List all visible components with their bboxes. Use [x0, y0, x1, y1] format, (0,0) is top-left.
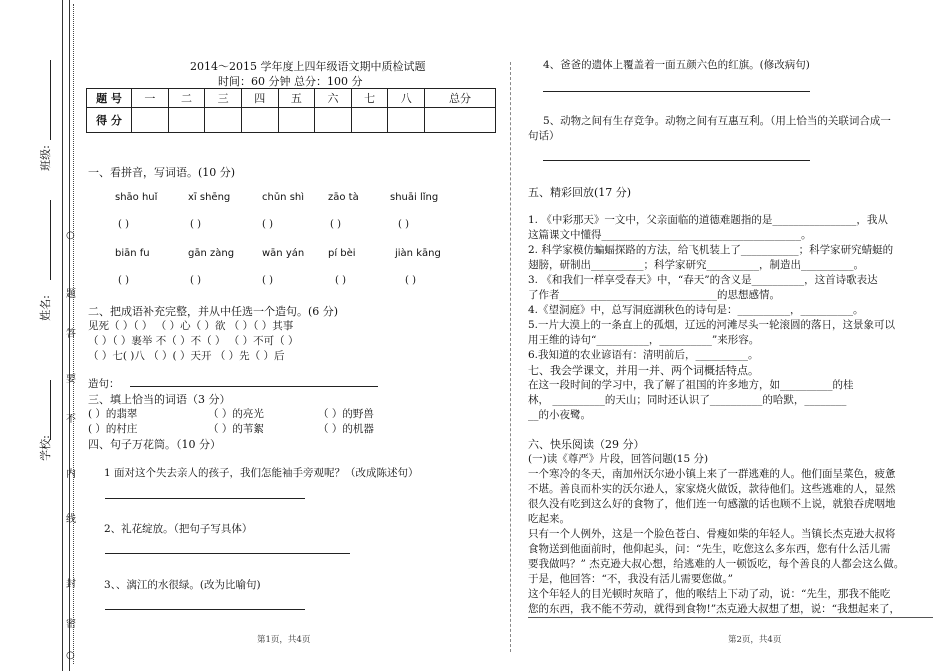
question-item: 4、爸爸的遗体上覆盖着一面五颜六色的红旗。(修改病句) — [543, 59, 810, 71]
page-divider — [510, 62, 511, 652]
score-cell[interactable] — [278, 108, 315, 133]
seal-char: ○ — [66, 650, 75, 661]
score-cell[interactable] — [241, 108, 278, 133]
class-blank — [50, 60, 51, 140]
answer-blank[interactable]: ( ) — [405, 275, 416, 286]
pinyin: pí bèi — [328, 248, 356, 259]
exam-title: 2014～2015 学年度上四年级语文期中质检试题 — [190, 60, 426, 73]
score-header-cell: 四 — [241, 89, 278, 108]
answer-blank[interactable]: ( ) — [190, 219, 201, 230]
section4-title: 四、句子万花筒。（10 分） — [88, 438, 221, 451]
idiom-line: 见死（ ）（ ） （ ）心（ ）欲 （ ）（ ）其事 — [88, 320, 294, 332]
answer-blank[interactable]: ( ) — [335, 275, 346, 286]
answer-line[interactable] — [543, 160, 810, 161]
pinyin: zāo tà — [328, 192, 359, 203]
question-item: 2、礼花绽放。（把句子写具体） — [104, 523, 253, 535]
word-blank[interactable]: （ ）的亮光 — [208, 408, 264, 420]
binding-line-left — [62, 0, 63, 671]
reading-line: 您的东西，我不能不劳动，就得到食物!”杰克逊大叔想了想，说：“我想起来了， — [528, 603, 900, 615]
reading-line: 这个年轻人的目光顿时灰暗了，他的喉结上下动了动，说：“先生，那我不能吃 — [528, 588, 891, 600]
fill-line: 翅膀，研制出__________；科学家研究__________，制造出__________。 — [528, 259, 864, 271]
fill-line: 用王维的诗句“__________，__________”来形容。 — [528, 334, 760, 346]
question-item: 1 面对这个失去亲人的孩子，我们怎能袖手旁观呢？（改成陈述句） — [104, 467, 419, 479]
seal-char: 不 — [66, 414, 76, 425]
score-cell[interactable] — [205, 108, 242, 133]
reading-subtitle: (一)读《尊严》片段，回答问题(15 分) — [528, 453, 709, 465]
fill-line: 6.我知道的农业谚语有：清明前后，__________。 — [528, 349, 759, 361]
answer-blank[interactable]: ( ) — [398, 219, 409, 230]
school-label: 学校: — [38, 435, 52, 461]
fill-line: 了作者______________________________的思想感情。 — [528, 289, 780, 301]
word-blank[interactable]: （ ）的野兽 — [318, 408, 374, 420]
pinyin: shuāi lǐng — [390, 192, 439, 203]
name-label: 姓名: — [38, 295, 52, 321]
fill-line: __的小夜鹭。 — [528, 409, 591, 421]
name-blank — [50, 200, 51, 280]
word-blank[interactable]: ( ）的翡翠 — [88, 408, 138, 420]
fill-line: 5.一片大漠上的一条直上的孤烟，辽远的河滩尽头一轮滚圆的落日，这景象可以 — [528, 319, 896, 331]
fill-line: 林， __________的天山；同时还认识了__________的哈默，________ — [528, 394, 847, 406]
score-cell[interactable] — [315, 108, 352, 133]
reading-line: 一个寒冷的冬天，南加州沃尔逊小镇上来了一群逃难的人。他们面呈菜色，疲惫 — [528, 468, 896, 480]
section6-title: 六、快乐阅读（29 分） — [528, 438, 645, 451]
pinyin: jiàn kāng — [395, 248, 441, 259]
pinyin: biān fu — [115, 248, 150, 259]
score-header-cell: 题 号 — [87, 89, 132, 108]
answer-blank[interactable]: ( ) — [118, 219, 129, 230]
question-item: 3、、漓江的水很绿。(改为比喻句) — [104, 579, 261, 591]
score-row-label: 得 分 — [87, 108, 132, 133]
pinyin: chǔn shì — [262, 192, 305, 203]
seal-char: 线 — [66, 514, 76, 525]
reading-line: 不堪。善良而朴实的沃尔逊人，家家烧火做饭，款待他们。这些逃难的人，显然 — [528, 483, 896, 495]
seal-char: 题 — [66, 289, 76, 300]
section7-title: 七、我会学课文，并用一并、两个词概括特点。 — [528, 364, 759, 377]
score-header-cell: 二 — [168, 89, 205, 108]
score-cell[interactable] — [132, 108, 169, 133]
word-blank[interactable]: ( ）的村庄 — [88, 423, 138, 435]
exam-subtitle: 时间：60 分钟 总分：100 分 — [218, 75, 363, 88]
reading-underline — [528, 617, 933, 618]
answer-blank[interactable]: ( ) — [118, 275, 129, 286]
seal-char: 答 — [66, 329, 76, 340]
seal-char: 要 — [66, 374, 76, 385]
reading-line: 于是，他回答：“不，我没有活儿需要您做。” — [528, 573, 733, 585]
zaoju-answer-line[interactable] — [130, 386, 378, 387]
score-header-cell: 六 — [315, 89, 352, 108]
section5-title: 五、精彩回放(17 分) — [528, 186, 632, 199]
pinyin: xī shēng — [188, 192, 231, 203]
answer-blank[interactable]: ( ) — [190, 275, 201, 286]
reading-line: 要我做吗？” 杰克逊大叔心想，给逃难的人一顿饭吃，每个善良的人都会这么做。 — [528, 558, 905, 570]
reading-line: 食物送到他面前时，他仰起头，问：“先生，吃您这么多东西，您有什么活儿需 — [528, 543, 891, 555]
section1-title: 一、看拼音，写词语。(10 分) — [88, 166, 236, 179]
page-footer-left: 第1页，共4页 — [257, 635, 311, 645]
fill-line: 2. 科学家模仿蝙蝠探路的方法，给飞机装上了___________；科学家研究蜻蜓的 — [528, 244, 894, 256]
idiom-line: （ ）（ ）裹举 不（ ）不（ ） （ ）不可（ ） — [88, 335, 299, 347]
pinyin: gān zàng — [188, 248, 235, 259]
score-cell[interactable] — [425, 108, 496, 133]
score-header-cell: 三 — [205, 89, 242, 108]
score-header-cell: 总分 — [425, 89, 496, 108]
answer-line[interactable] — [105, 609, 305, 610]
fill-line: 在这一段时间的学习中，我了解了祖国的许多地方，如__________的桂 — [528, 379, 854, 391]
pinyin: shāo huǐ — [115, 192, 158, 203]
answer-blank[interactable]: ( ) — [262, 275, 273, 286]
idiom-line: （ ）七( )八 （ ）( ）天开 （ ）先（ ）后 — [88, 350, 285, 362]
seal-char: ○ — [66, 230, 75, 241]
pinyin: wān yán — [262, 248, 305, 259]
reading-line: 只有一个人例外，这是一个脸色苍白、骨瘦如柴的年轻人。当镇长杰克逊大叔将 — [528, 528, 896, 540]
fill-line: 4.《望洞庭》中，总写洞庭湖秋色的诗句是：__________，__________。 — [528, 304, 864, 316]
school-blank — [50, 380, 51, 440]
fill-line: 3. 《和我们一样享受春天》中，“春天”的含义是__________，这首诗歌表达 — [528, 274, 878, 286]
score-header-cell: 五 — [278, 89, 315, 108]
class-label: 班级: — [38, 145, 52, 171]
fill-line: 1. 《中彩那天》一文中，父亲面临的道德难题指的是________________，我从 — [528, 214, 888, 226]
fill-line: 这篇课文中懂得______________________________________。 — [528, 229, 812, 241]
score-cell[interactable] — [351, 108, 388, 133]
answer-line[interactable] — [105, 498, 305, 499]
answer-blank[interactable]: ( ) — [330, 219, 341, 230]
score-table — [86, 88, 496, 133]
word-blank[interactable]: （ ）的机器 — [318, 423, 374, 435]
question-item: 句话） — [528, 130, 560, 142]
reading-line: 吃起来。 — [528, 513, 570, 525]
section2-title: 二、把成语补充完整，并从中任选一个造句。(6 分) — [88, 305, 339, 318]
answer-line[interactable] — [543, 91, 810, 92]
section3-title: 三、填上恰当的词语（3 分） — [88, 393, 231, 406]
score-cell[interactable] — [388, 108, 425, 133]
page-footer-right: 第2页，共4页 — [728, 635, 782, 645]
answer-blank[interactable]: ( ) — [262, 219, 273, 230]
answer-line[interactable] — [105, 553, 350, 554]
score-header-cell: 一 — [132, 89, 169, 108]
zaoju-label: 造句： — [88, 378, 120, 390]
word-blank[interactable]: （ ）的苇絮 — [208, 423, 264, 435]
seal-char: 封 — [66, 579, 76, 590]
score-header-cell: 七 — [351, 89, 388, 108]
question-item: 5、动物之间有生存竞争。动物之间有互惠互利。（用上恰当的关联词合成一 — [543, 115, 891, 127]
seal-char: 密 — [66, 619, 76, 630]
score-cell[interactable] — [168, 108, 205, 133]
reading-line: 很久没有吃到这么好的食物了，他们连一句感激的话也顾不上说，就狼吞虎咽地 — [528, 498, 896, 510]
score-header-cell: 八 — [388, 89, 425, 108]
seal-char: 内 — [66, 469, 76, 480]
